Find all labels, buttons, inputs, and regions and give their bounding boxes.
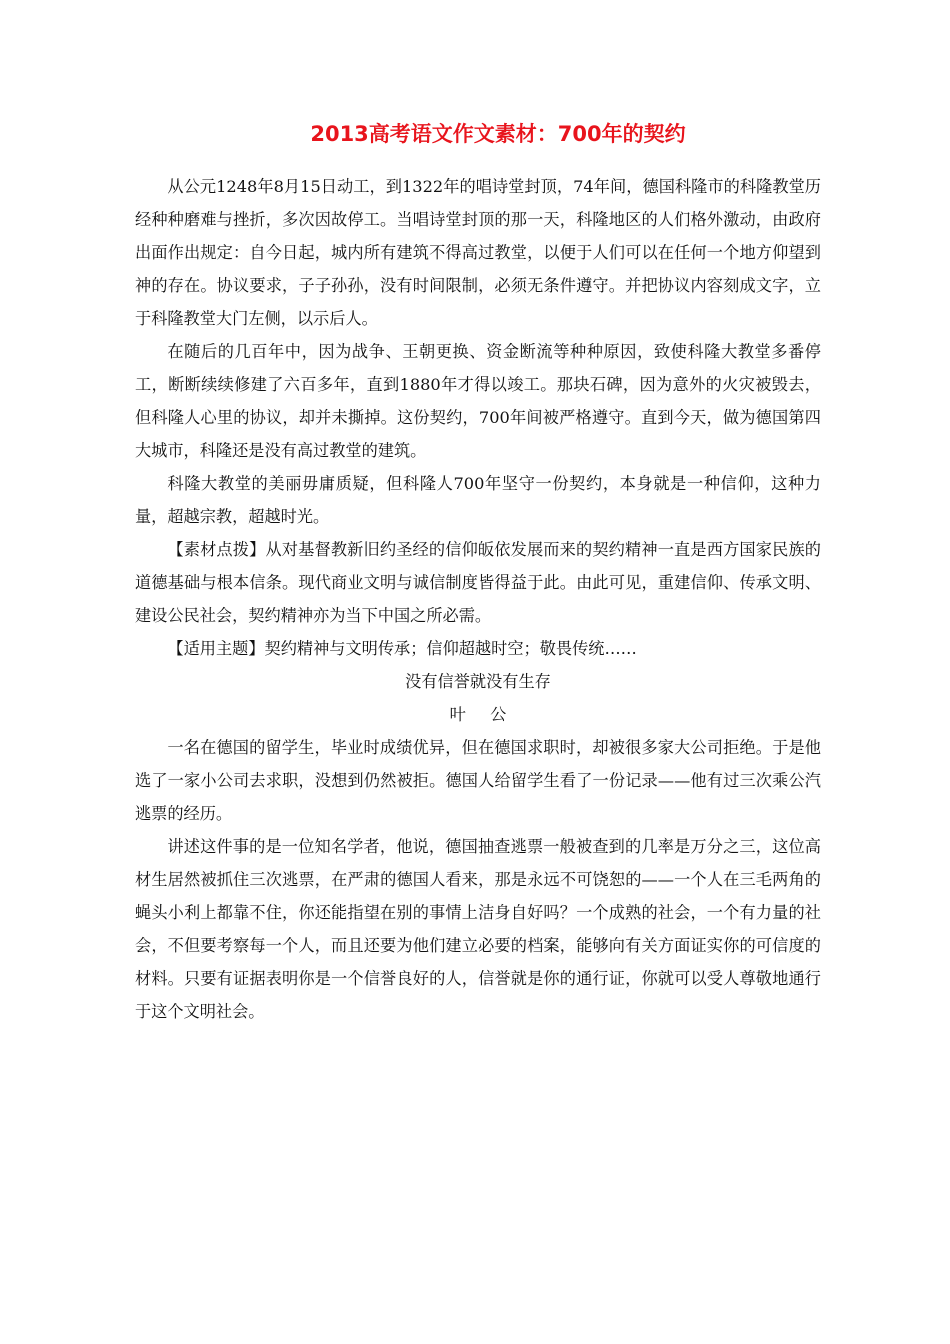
document-title: 2013高考语文作文素材：700年的契约 xyxy=(310,122,686,146)
paragraph-tips: 【素材点拨】从对基督教新旧约圣经的信仰皈依发展而来的契约精神一直是西方国家民族的道德基础与根本信条。现代商业文明与诚信制度皆得益于此。由此可见，重建信仰、传承文明、建设公民社会，契约精神亦为当下中国之所必需。 xyxy=(135,540,821,625)
document-body xyxy=(135,170,821,1028)
article-subtitle: 没有信誉就没有生存 xyxy=(405,672,551,691)
paragraph-2: 在随后的几百年中，因为战争、王朝更换、资金断流等种种原因，致使科隆大教堂多番停工，断断续续修建了六百多年，直到1880年才得以竣工。那块石碑，因为意外的火灾被毁去，但科隆人心里的协议，却并未撕掉。这份契约，700年间被严格遵守。直到今天，做为德国第四大城市，科隆还是没有高过教堂的建筑。 xyxy=(135,342,821,460)
paragraph-themes: 【适用主题】契约精神与文明传承；信仰超越时空；敬畏传统…… xyxy=(167,639,637,658)
article-author: 叶公 xyxy=(449,705,531,724)
paragraph-3: 科隆大教堂的美丽毋庸质疑，但科隆人700年坚守一份契约，本身就是一种信仰，这种力量，超越宗教，超越时光。 xyxy=(135,474,821,526)
paragraph-story-2: 讲述这件事的是一位知名学者，他说，德国抽查逃票一般被查到的几率是万分之三，这位高材生居然被抓住三次逃票，在严肃的德国人看来，那是永远不可饶恕的——一个人在三毛两角的蝇头小利上都靠不住，你还能指望在别的事情上洁身自好吗？一个成熟的社会，一个有力量的社会，不但要考察每一个人，而且还要为他们建立必要的档案，能够向有关方面证实你的可信度的材料。只要有证据表明你是一个信誉良好的人，信誉就是你的通行证，你就可以受人尊敬地通行于这个文明社会。 xyxy=(135,837,821,1021)
paragraph-1: 从公元1248年8月15日动工，到1322年的唱诗堂封顶，74年间，德国科隆市的科隆教堂历经种种磨难与挫折，多次因故停工。当唱诗堂封顶的那一天，科隆地区的人们格外激动，由政府出面作出规定：自今日起，城内所有建筑不得高过教堂，以便于人们可以在任何一个地方仰望到神的存在。协议要求，子子孙孙，没有时间限制，必须无条件遵守。并把协议内容刻成文字，立于科隆教堂大门左侧，以示后人。 xyxy=(135,177,821,328)
paragraph-story-1: 一名在德国的留学生，毕业时成绩优异，但在德国求职时，却被很多家大公司拒绝。于是他选了一家小公司去求职，没想到仍然被拒。德国人给留学生看了一份记录——他有过三次乘公汽逃票的经历。 xyxy=(135,738,821,823)
